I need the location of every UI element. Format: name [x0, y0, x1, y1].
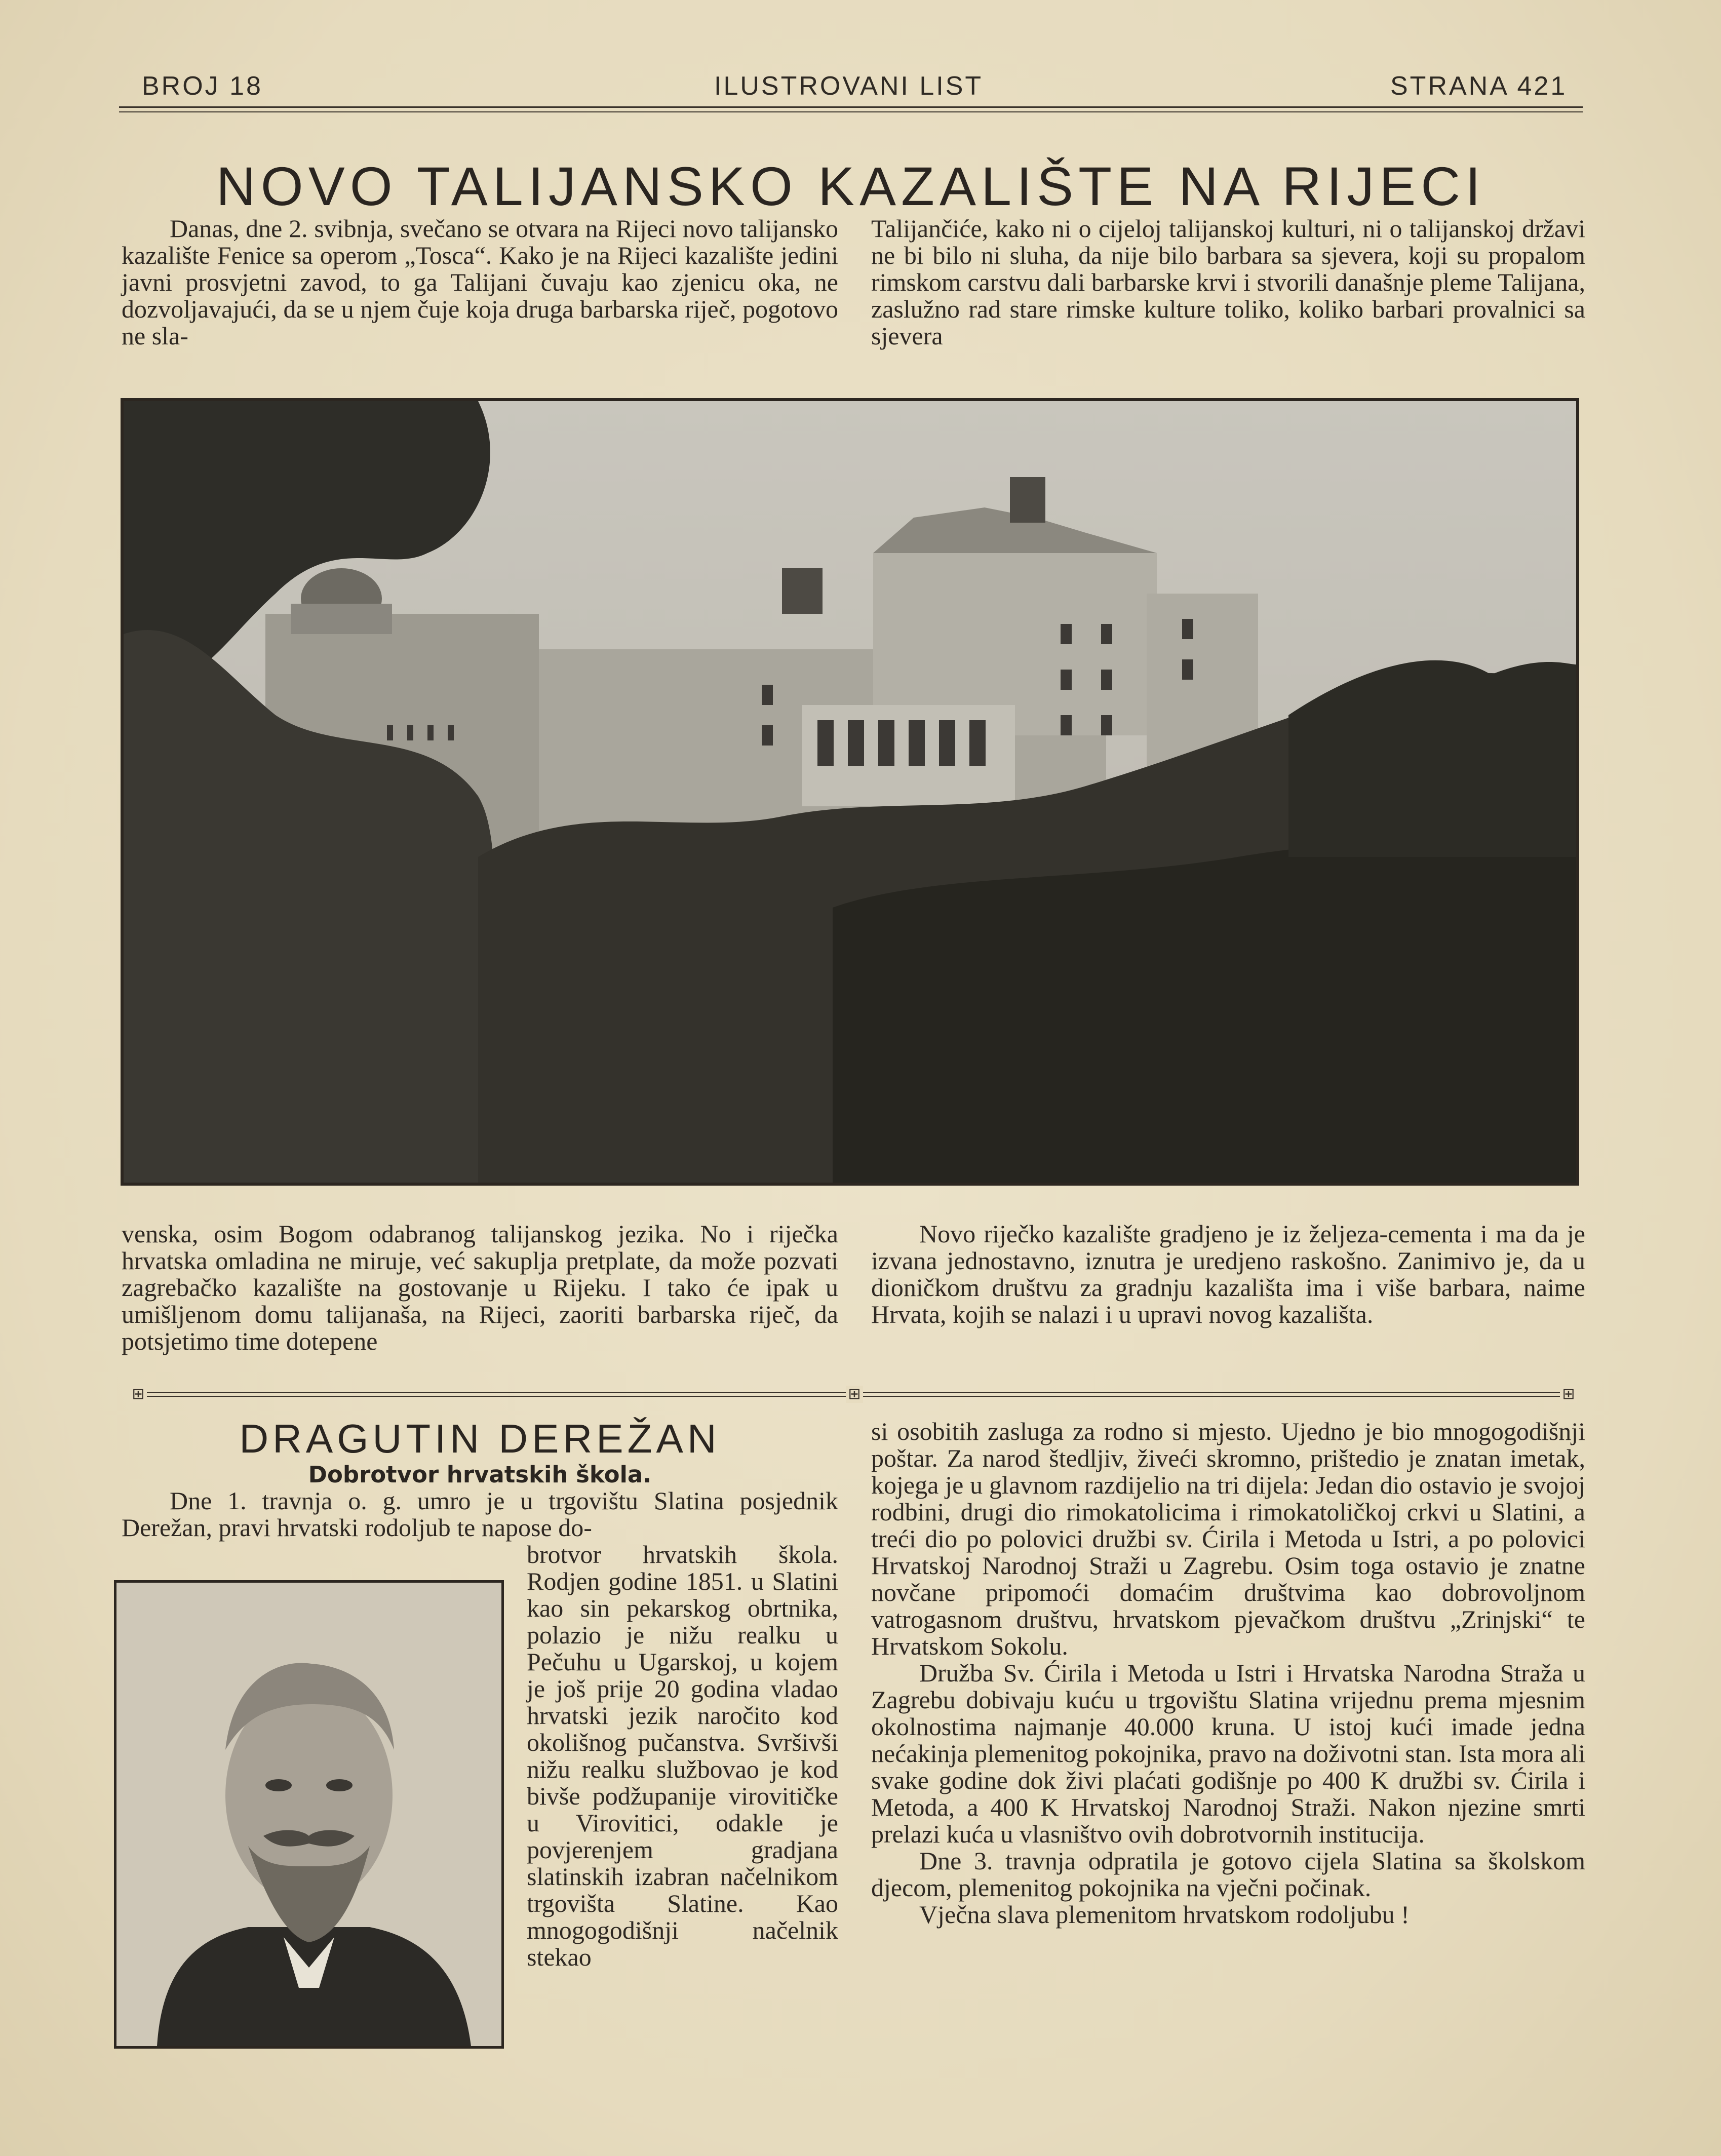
header-rule-thin — [119, 111, 1583, 112]
paragraph: si osobitih zasluga za rodno si mjesto. Ujedno je bio mnogogodišnji poštar. Za narod štedljiv, živeći skromno, prištedio je znatan imetak, kojega je u glavnom razdijelio na tri dijela: Jedan dio ostavio je svojoj rodbini, drugi dio rimokatolicima i rimokatoličkoj crkvi u Slatini, a treći dio po polovici družbi sv. Ćirila i Metoda u Istri, a po polovici Hrvatskoj Narodnoj Straži u Zagrebu. Osim toga ostavio je znatne novčane pripomoći domaćim društvima kao dobrovoljnom vatrogasnom društvu, hrvatskom pjevačkom društvu „Zrinjski“ te Hrvatskom Sokolu. — [871, 1417, 1585, 1660]
paragraph: Družba Sv. Ćirila i Metoda u Istri i Hrvatska Narodna Straža u Zagrebu dobivaju kuću u trgovištu Slatina vrijednu prema mjesnim okolnostima najmanje 40.000 kruna. U istoj kući imade jedna nećakinja plemenitog pokojnika, pravo na doživotni stan. Ista mora ali svake godine dok živi plaćati godišnje po 400 K družbi sv. Ćirila i Metoda, a 400 K Hrvatskoj Narodnoj Straži. Nakon njezine smrti prelazi kuća u vlasništvo ovih dobrotvornih institucija. — [871, 1659, 1585, 1848]
paragraph: Dne 1. travnja o. g. umro je u trgovištu Slatina posjednik Derežan, pravi hrvatski rodoljub te napose do- — [122, 1486, 838, 1542]
page-number: STRANA 421 — [1390, 71, 1568, 101]
article-column-bottom-right — [871, 1221, 1585, 1328]
portrait-illustration — [116, 1583, 501, 2046]
article-column-bottom-left — [122, 1221, 838, 1355]
article-column-top-left — [122, 215, 838, 349]
article-title: NOVO TALIJANSKO KAZALIŠTE NA RIJECI — [216, 155, 1486, 217]
paragraph: Dne 3. travnja odpratila je gotovo cijela Slatina sa školskom djecom, plemenitog pokojnika na vječni počinak. — [871, 1847, 1585, 1902]
paragraph: Novo riječko kazalište gradjeno je iz željeza-cementa i ma da je izvana jednostavno, iznutra je uredjeno raskošno. Zanimivo je, da u dioničkom društvu za gradnju kazališta ima i više barbara, naime Hrvata, kojih se nalazi i u upravi novog kazališta. — [871, 1220, 1585, 1328]
paragraph: Vječna slava plemenitom hrvatskom rodoljubu ! — [919, 1900, 1410, 1929]
paragraph: Talijančiće, kako ni o cijeloj talijanskoj kulturi, ni o talijanskoj državi ne bi bilo ni sluha, da nije bilo barbara sa sjevera, koji su propalom rimskom carstvu dali barbarske krvi i stvorili današnje pleme Talijana, zaslužno rad stare rimske kulture toliko, koliko barbari provalnici sa sjevera — [871, 214, 1585, 350]
theatre-photo-illustration — [124, 401, 1576, 1183]
ornament-mark-left: ⊞ — [130, 1386, 147, 1403]
obituary-intro — [122, 1487, 838, 1541]
obituary-title: DRAGUTIN DEREŽAN — [239, 1416, 721, 1461]
obituary-narrow-column — [527, 1541, 838, 1971]
ornament-mark-center: ⊞ — [846, 1386, 863, 1403]
publication-title: ILUSTROVANI LIST — [714, 71, 984, 101]
ornament-mark-right: ⊞ — [1560, 1386, 1577, 1403]
paragraph: Danas, dne 2. svibnja, svečano se otvara na Rijeci novo talijansko kazalište Fenice sa operom „Tosca“. Kako je na Rijeci kazalište jedini javni prosvjetni zavod, to ga Talijani čuvaju kao zjenicu oka, ne dozvoljavajući, da se u njem čuje koja druga barbarska riječ, pogotovo ne sla- — [122, 214, 838, 350]
paragraph: brotvor hrvatskih škola. Rodjen godine 1851. u Slatini kao sin pekarskog obrtnika, polazio je nižu realku u Pečuhu u Ugarskoj, u kojem je još prije 20 godina vladao hrvatski jezik naročito kod okolišnog pučanstva. Svršivši nižu realku službovao je kod bivše podžupanije virovitičke u Virovitici, odakle je povjerenjem gradjana slatinskih izabran načelnikom trgovišta Slatine. Kao mnogogodišnji načelnik stekao — [527, 1540, 838, 1971]
portrait-photograph — [114, 1580, 504, 2049]
article-column-top-right — [871, 215, 1585, 349]
header-rule — [119, 106, 1583, 108]
obituary-right-column — [871, 1418, 1585, 1928]
issue-number: BROJ 18 — [142, 71, 263, 101]
theatre-photograph — [121, 398, 1579, 1186]
paragraph: venska, osim Bogom odabranog talijanskog jezika. No i riječka hrvatska omladina ne miruje, već sakuplja pretplate, da može pozvati zagrebačko kazalište na gostovanje u Rijeku. I tako će ipak u umišljenom domu talijanaša, na Rijeci, zaoriti barbarska riječ, da potsjetimo time dotepene — [122, 1220, 838, 1355]
obituary-subtitle: Dobrotvor hrvatskih škola. — [308, 1461, 652, 1488]
